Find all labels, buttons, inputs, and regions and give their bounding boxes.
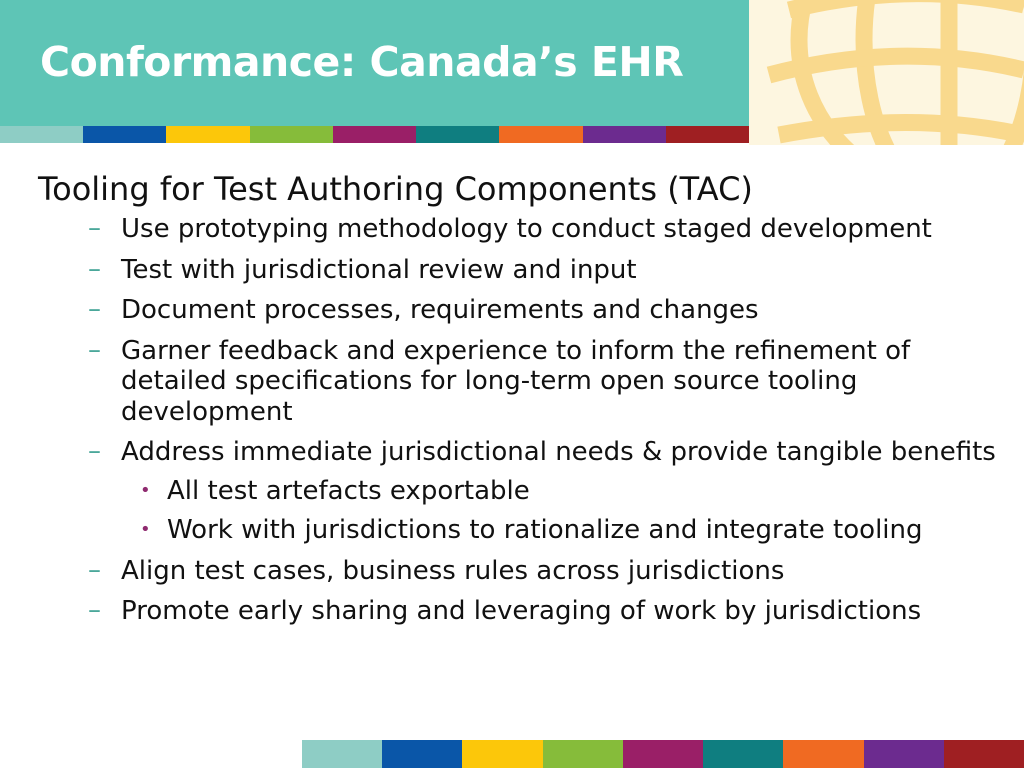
bullet-marker: •	[140, 479, 151, 501]
list-item-text: Align test cases, business rules across jurisdictions	[121, 555, 785, 586]
bullet-marker: •	[140, 519, 151, 540]
stripe-segment	[499, 126, 582, 143]
stripe-segment	[462, 740, 542, 768]
stripe-segment	[333, 126, 416, 143]
globe-graphic	[749, 0, 1024, 145]
stripe-segment	[703, 740, 783, 768]
slide-title: Conformance: Canada’s EHR	[40, 38, 684, 86]
stripe-segment	[382, 740, 462, 768]
stripe-segment	[543, 740, 623, 768]
slide-content	[38, 166, 998, 637]
dash-marker: –	[88, 595, 101, 625]
list-item	[38, 295, 998, 326]
list-item	[38, 336, 998, 428]
sub-list	[121, 476, 998, 546]
list-item-text: Address immediate jurisdictional needs & provide tangible benefits	[121, 437, 996, 467]
sub-list-item-text: All test artefacts exportable	[167, 475, 530, 506]
color-stripe-top	[0, 126, 749, 143]
stripe-segment	[416, 126, 499, 143]
dash-marker: –	[88, 294, 101, 324]
stripe-segment	[83, 126, 166, 143]
stripe-segment	[583, 126, 666, 143]
stripe-segment	[864, 740, 944, 768]
dash-marker: –	[88, 554, 101, 585]
dash-marker: –	[88, 253, 101, 284]
stripe-segment	[0, 126, 83, 143]
bullet-list	[38, 214, 998, 627]
sub-list-item-text: Work with jurisdictions to rationalize and integrate tooling	[167, 515, 923, 545]
list-item	[38, 596, 998, 627]
stripe-segment	[944, 740, 1024, 768]
sub-list-item	[38, 476, 998, 507]
list-item-text: Garner feedback and experience to inform the refinement of detailed specifications for long-term open source tooling development	[121, 335, 911, 427]
title-bar	[0, 0, 749, 126]
heading: Tooling for Test Authoring Components (TAC)	[38, 170, 753, 208]
stripe-segment	[623, 740, 703, 768]
dash-marker: –	[88, 334, 101, 365]
dash-marker: –	[88, 213, 101, 243]
dash-marker: –	[88, 436, 101, 466]
sub-list-item	[38, 515, 998, 546]
list-item-text: Document processes, requirements and changes	[121, 295, 759, 325]
stripe-segment	[250, 126, 333, 143]
list-item	[38, 437, 998, 546]
stripe-segment	[783, 740, 863, 768]
stripe-segment	[166, 126, 249, 143]
stripe-segment	[302, 740, 382, 768]
list-item	[38, 556, 998, 587]
stripe-segment	[666, 126, 749, 143]
list-item	[38, 214, 998, 245]
list-item-text: Promote early sharing and leveraging of work by jurisdictions	[121, 596, 922, 626]
list-item-text: Test with jurisdictional review and input	[121, 254, 637, 285]
color-stripe-bottom	[302, 740, 1024, 768]
list-item-text: Use prototyping methodology to conduct staged development	[121, 214, 932, 244]
list-item	[38, 255, 998, 286]
